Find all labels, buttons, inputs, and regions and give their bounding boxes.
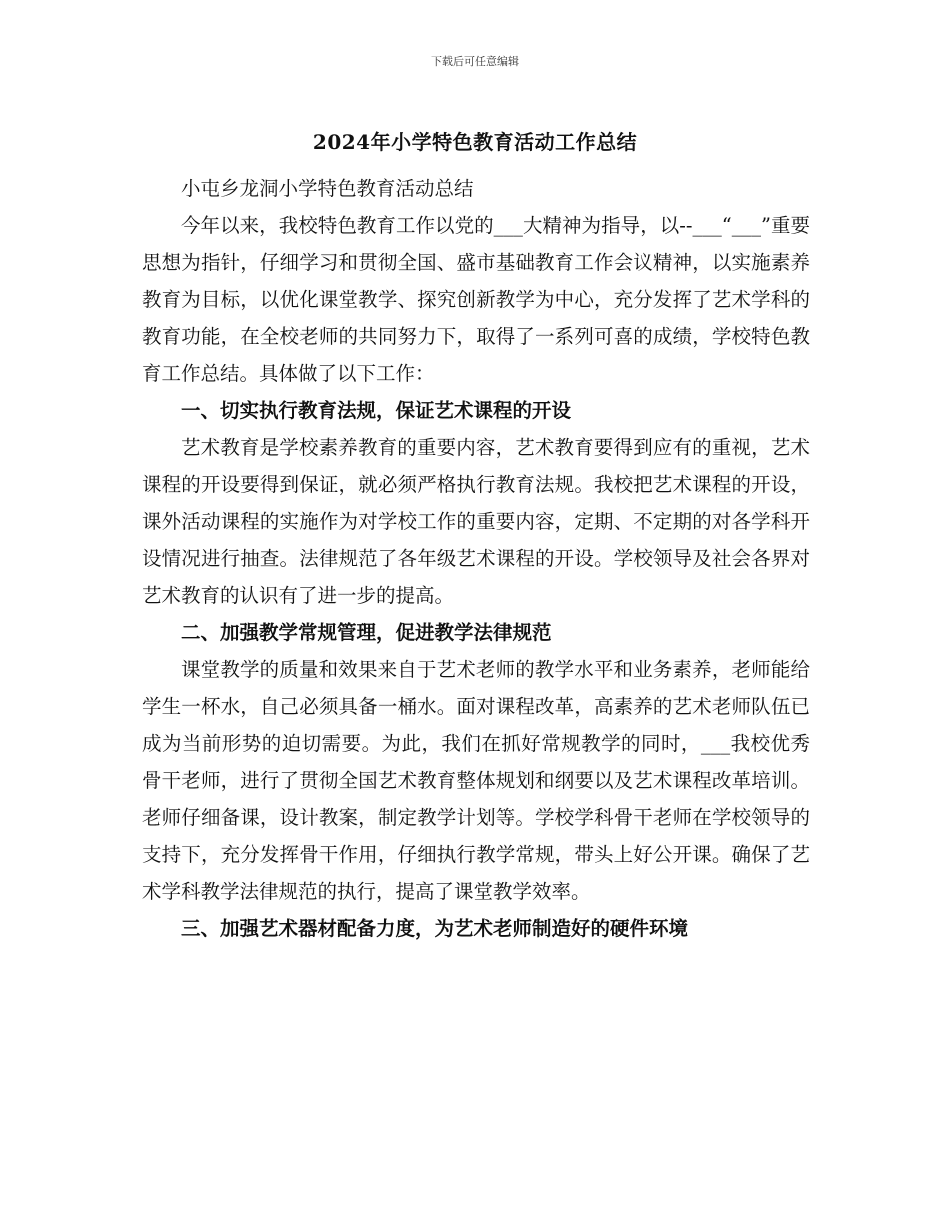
intro-paragraph: 今年以来，我校特色教育工作以党的___大精神为指导，以--___“___”重要思想为指针，仔细学习和贯彻全国、盛市基础教育工作会议精神，以实施素养教育为目标，以优化课堂教学、探究创新教学为中心，充分发挥了艺术学科的教育功能，在全校老师的共同努力下，取得了一系列可喜的成绩，学校特色教育工作总结。具体做了以下工作： (142, 214, 810, 385)
document-title: 2024年小学特色教育活动工作总结 (312, 130, 638, 154)
subtitle-paragraph: 小屯乡龙洞小学特色教育活动总结 (181, 177, 474, 200)
section-1-paragraph: 艺术教育是学校素养教育的重要内容，艺术教育要得到应有的重视，艺术课程的开设要得到保证，就必须严格执行教育法规。我校把艺术课程的开设，课外活动课程的实施作为对学校工作的重要内容，定期、不定期的对各学科开设情况进行抽查。法律规范了各年级艺术课程的开设。学校领导及社会各界对艺术教育的认识有了进一步的提高。 (142, 436, 810, 607)
section-heading-1: 一、切实执行教育法规，保证艺术课程的开设 (181, 399, 572, 422)
page-header-note: 下载后可任意编辑 (431, 55, 519, 68)
section-heading-2: 二、加强教学常规管理，促进教学法律规范 (181, 621, 552, 644)
document-body (142, 170, 810, 947)
section-heading-3: 三、加强艺术器材配备力度，为艺术老师制造好的硬件环境 (181, 917, 689, 940)
section-2-paragraph: 课堂教学的质量和效果来自于艺术老师的教学水平和业务素养，老师能给学生一杯水，自己必须具备一桶水。面对课程改革，高素养的艺术老师队伍已成为当前形势的迫切需要。为此，我们在抓好常规教学的同时，___我校优秀骨干老师，进行了贯彻全国艺术教育整体规划和纲要以及艺术课程改革培训。老师仔细备课，设计教案，制定教学计划等。学校学科骨干老师在学校领导的支持下，充分发挥骨干作用，仔细执行教学常规，带头上好公开课。确保了艺术学科教学法律规范的执行，提高了课堂教学效率。 (142, 658, 810, 903)
